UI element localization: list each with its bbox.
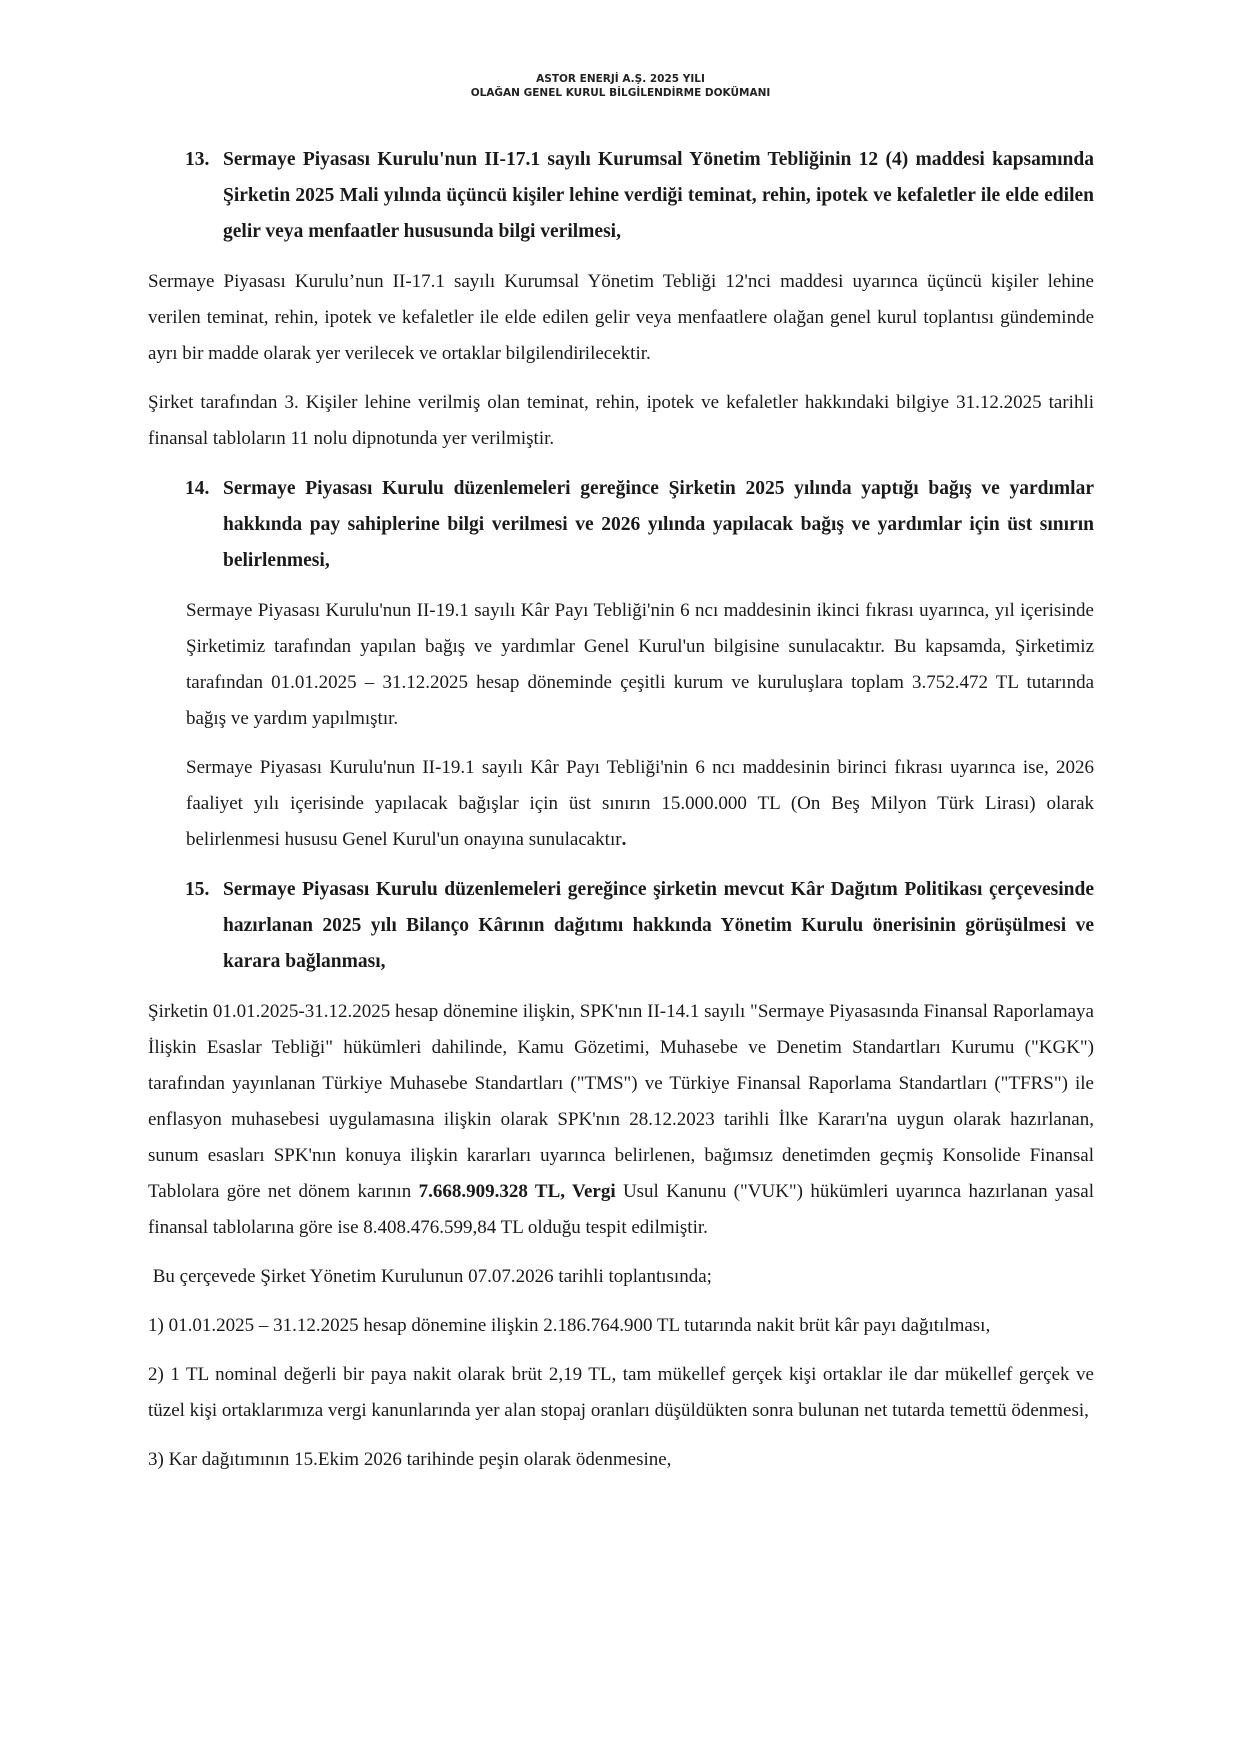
agenda-item-number: 15. (185, 879, 210, 900)
list-item: 3) Kar dağıtımının 15.Ekim 2026 tarihinde peşin olarak ödenmesine, (148, 1449, 672, 1470)
header-subtitle-line: OLAĞAN GENEL KURUL BİLGİLENDİRME DOKÜMANI (470, 87, 771, 99)
paragraph (148, 994, 1094, 1246)
agenda-item-15 (148, 872, 1094, 980)
paragraph: Sermaye Piyasası Kurulu'nun II-19.1 sayılı Kâr Payı Tebliği'nin 6 ncı maddesinin ikinci fıkrası uyarınca, yıl içerisinde Şirketimiz tarafından yapılan bağış ve yardımlar Genel Kurul'un bilgisine sunulacaktır. Bu kapsamda, Şirketimiz tarafından 01.01.2025 – 31.12.2025 hesap döneminde çeşitli kurum ve kuruluşlara toplam 3.752.472 TL tutarında bağış ve yardım yapılmıştır. (186, 600, 1094, 729)
paragraph (148, 750, 1094, 858)
agenda-item-title: Sermaye Piyasası Kurulu düzenlemeleri gereğince Şirketin 2025 yılında yaptığı bağış ve yardımlar hakkında pay sahiplerine bilgi verilmesi ve 2026 yılında yapılacak bağış ve yardımlar için üst sınırın belirlenmesi, (223, 478, 1094, 571)
agenda-item-number: 13. (185, 149, 210, 170)
document-header (0, 72, 1241, 100)
paragraph: Bu çerçevede Şirket Yönetim Kurulunun 07.07.2026 tarihli toplantısında; (148, 1266, 712, 1287)
agenda-item-title: Sermaye Piyasası Kurulu düzenlemeleri gereğince şirketin mevcut Kâr Dağıtım Politikası çerçevesinde hazırlanan 2025 yılı Bilanço Kârının dağıtımı hakkında Yönetim Kurulu önerisinin görüşülmesi ve karara bağlanması, (223, 879, 1094, 972)
paragraph-period: . (621, 829, 627, 850)
agenda-item-14 (148, 471, 1094, 579)
agenda-item-number: 14. (185, 478, 210, 499)
paragraph-text: Şirketin 01.01.2025-31.12.2025 hesap dönemine ilişkin, SPK'nın II-14.1 sayılı "Sermaye Piyasasında Finansal Raporlamaya İlişkin Esaslar Tebliği" hükümleri dahilinde, Kamu Gözetimi, Muhasebe ve Denetim Standartları Kurumu ("KGK") tarafından yayınlanan Türkiye Muhasebe Standartları ("TMS") ve Türkiye Finansal Raporlama Standartları ("TFRS") ile enflasyon muhasebesi uygulamasına ilişkin olarak SPK'nın 28.12.2023 tarihli İlke Kararı'na uygun olarak hazırlanan, sunum esasları SPK'nın konuya ilişkin kararları uyarınca belirlenen, bağımsız denetimden geçmiş Konsolide Finansal Tablolara göre net dönem karının (148, 1001, 1094, 1202)
agenda-item-title: Sermaye Piyasası Kurulu'nun II-17.1 sayılı Kurumsal Yönetim Tebliğinin 12 (4) maddesi kapsamında Şirketin 2025 Mali yılında üçüncü kişiler lehine verdiği teminat, rehin, ipotek ve kefaletler ile elde edilen gelir veya menfaatler hususunda bilgi verilmesi, (223, 149, 1094, 242)
paragraph: Şirket tarafından 3. Kişiler lehine verilmiş olan teminat, rehin, ipotek ve kefaletler hakkındaki bilgiye 31.12.2025 tarihli finansal tabloların 11 nolu dipnotunda yer verilmiştir. (148, 392, 1094, 449)
agenda-item-13 (148, 142, 1094, 250)
paragraph: Sermaye Piyasası Kurulu’nun II-17.1 sayılı Kurumsal Yönetim Tebliği 12'nci maddesi uyarınca üçüncü kişiler lehine verilen teminat, rehin, ipotek ve kefaletler ile elde edilen gelir veya menfaatlere olağan genel kurul toplantısı gündeminde ayrı bir madde olarak yer verilecek ve ortaklar bilgilendirilecektir. (148, 271, 1094, 364)
header-title-line: ASTOR ENERJİ A.Ş. 2025 YILI (536, 73, 705, 85)
list-item: 1) 01.01.2025 – 31.12.2025 hesap dönemine ilişkin 2.186.764.900 TL tutarında nakit brüt kâr payı dağıtılması, (148, 1315, 991, 1336)
paragraph-text: Usul Kanunu ("VUK") hükümleri uyarınca hazırlanan yasal finansal tablolarına göre ise 8.408.476.599,84 TL olduğu tespit edilmiştir. (148, 1181, 1094, 1238)
document-body (148, 142, 1094, 1478)
net-profit-amount: 7.668.909.328 TL, Vergi (418, 1181, 616, 1202)
paragraph-text: Sermaye Piyasası Kurulu'nun II-19.1 sayılı Kâr Payı Tebliği'nin 6 ncı maddesinin birinci fıkrası uyarınca ise, 2026 faaliyet yılı içerisinde yapılacak bağışlar için üst sınırın 15.000.000 TL (On Beş Milyon Türk Lirası) olarak belirlenmesi hususu Genel Kurul'un onayına sunulacaktır (186, 757, 1094, 850)
list-item: 2) 1 TL nominal değerli bir paya nakit olarak brüt 2,19 TL, tam mükellef gerçek kişi ortaklar ile dar mükellef gerçek ve tüzel kişi ortaklarımıza vergi kanunlarında yer alan stopaj oranları düşüldükten sonra bulunan net tutarda temettü ödenmesi, (148, 1364, 1094, 1421)
